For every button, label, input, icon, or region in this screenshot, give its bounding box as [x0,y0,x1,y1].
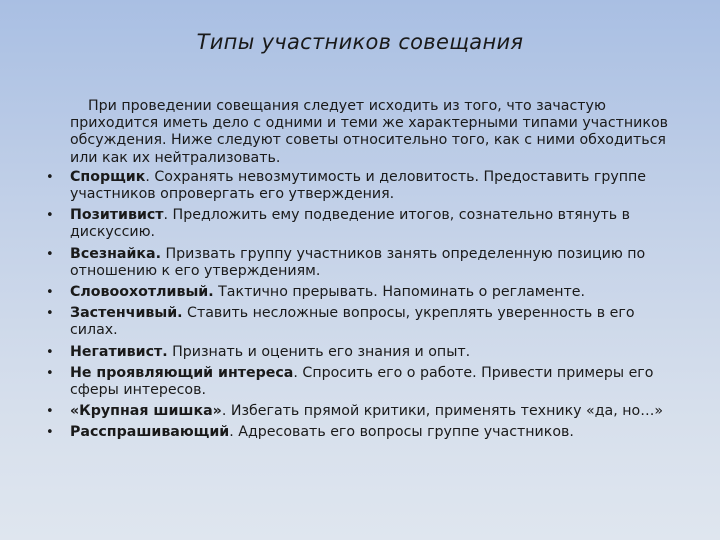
list-item [46,343,670,361]
item-term: Не проявляющий интереса [70,364,294,381]
list-item [46,403,670,420]
bullet-icon: • [46,208,54,224]
slide-body [46,98,670,446]
list-item [46,168,670,203]
bullet-icon: • [46,169,54,185]
item-term: Словоохотливый. [70,284,214,301]
item-text: Тактично прерывать. Напоминать о регламенте. [213,284,586,301]
item-term: Негативист. [70,343,168,360]
bullet-icon: • [46,425,54,441]
item-term: Позитивист [70,207,164,224]
bullet-icon: • [46,285,54,301]
participant-types-list [46,168,670,442]
bullet-icon: • [46,344,54,360]
item-text: Признать и оценить его знания и опыт. [167,343,471,360]
list-item [46,245,670,280]
list-item [46,305,670,339]
bullet-icon: • [46,365,54,381]
item-text: . Предложить ему подведение итогов, сознательно втянуть в дискуссию. [70,207,631,241]
intro-paragraph: При проведении совещания следует исходить из того, что зачастую приходится иметь дело с одними и теми же характерными типами участников обсуждения. Ниже следуют советы относительно того, как с ними обходиться или как их нейтрализовать. [70,98,669,166]
item-text: . Спросить его о работе. Привести примеры его сферы интересов. [70,364,654,399]
bullet-icon: • [46,404,54,420]
item-text: Призвать группу участников занять определенную позицию по отношению к его утверждениям. [70,245,646,279]
slide-title: Типы участников совещания [196,30,524,54]
item-text: . Адресовать его вопросы группе участников. [229,424,574,441]
item-term: Расспрашивающий [70,424,230,441]
bullet-icon: • [46,306,54,322]
list-item [46,207,670,241]
item-term: «Крупная шишка» [70,403,222,420]
item-term: Спорщик [70,168,146,185]
item-term: Застенчивый. [70,305,183,322]
list-item [46,284,670,301]
item-text: . Сохранять невозмутимость и деловитость. Предоставить группе участников опровергать его утверждения. [70,168,647,203]
item-text: Ставить несложные вопросы, укреплять уверенность в его силах. [70,305,635,339]
bullet-icon: • [46,246,54,262]
list-item [46,364,670,399]
item-term: Всезнайка. [70,245,161,262]
list-item [46,424,670,441]
item-text: . Избегать прямой критики, применять технику «да, но…» [221,403,664,420]
